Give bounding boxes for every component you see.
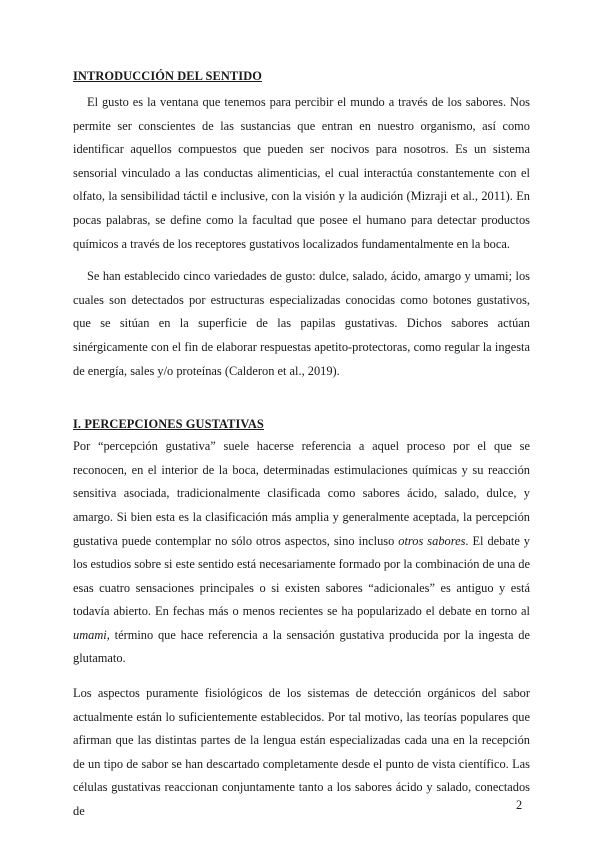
document-page (73, 68, 530, 824)
section-title-percepciones: I. PERCEPCIONES GUSTATIVAS (73, 417, 264, 432)
page-number: 2 (516, 798, 523, 812)
intro-paragraph-2: Se han establecido cinco variedades de gusto: dulce, salado, ácido, amargo y umami; los cuales son detectados por estructuras especializadas conocidas como botones gustativos, que se sitúan en la superficie de las papilas gustativas. Dichos sabores actúan sinérgicamente con el fin de elaborar respuestas apetito-protectoras, como regular la ingesta de energía, sales y/o proteínas (Calderon et al., 2019). (73, 269, 530, 378)
percepciones-paragraph-2: Los aspectos puramente fisiológicos de los sistemas de detección orgánicos del sabor actualmente están lo suficientemente establecidos. Por tal motivo, las teorías populares que afirman que las distintas partes de la lengua están especializadas cada una en la recepción de un tipo de sabor se han descartado completamente desde el punto de vista científico. Las células gustativas reaccionan conjuntamente tanto a los sabores ácido y salado, conectados de (73, 686, 530, 819)
emphasis-otros-sabores: otros sabores (398, 533, 466, 548)
percepciones-paragraph-1 (73, 435, 530, 671)
intro-paragraph-1: El gusto es la ventana que tenemos para percibir el mundo a través de los sabores. Nos permite ser conscientes de las sustancias que entran en nuestro organismo, así como identificar aquellos compuestos que pueden ser nocivos para nosotros. Es un sistema sensorial vinculado a las conductas alimenticias, el cual interactúa constantemente con el olfato, la sensibilidad táctil e inclusive, con la visión y la audición (Mizraji et al., 2011). En pocas palabras, se define como la facultad que posee el humano para detectar productos químicos a través de los receptores gustativos localizados fundamentalmente en la boca. (73, 95, 530, 251)
section-title-introduccion: INTRODUCCIÓN DEL SENTIDO (73, 69, 262, 83)
text-run: Por “percepción gustativa” suele hacerse referencia a aquel proceso por el que se reconocen, en el interior de la boca, determinadas estimulaciones químicas y su reacción sensitiva asociada, tradicionalmente clasificada como sabores ácido, salado, dulce, y amargo. Si bien esta es la clasificación más amplia y generalmente aceptada, la percepción gustativa puede contemplar no sólo otros aspectos, sino incluso (73, 439, 530, 548)
text-run: , término que hace referencia a la sensación gustativa producida por la ingesta de glutamato. (73, 627, 530, 666)
emphasis-umami: umami (73, 627, 107, 642)
text-run: . El debate y los estudios sobre si este sentido está necesariamente formado por la combinación de una de esas cuatro sensaciones principales o si existen sabores “adicionales” es antiguo y está todavía abierto. En fechas más o menos recientes se ha popularizado el debate en torno al (73, 533, 531, 619)
